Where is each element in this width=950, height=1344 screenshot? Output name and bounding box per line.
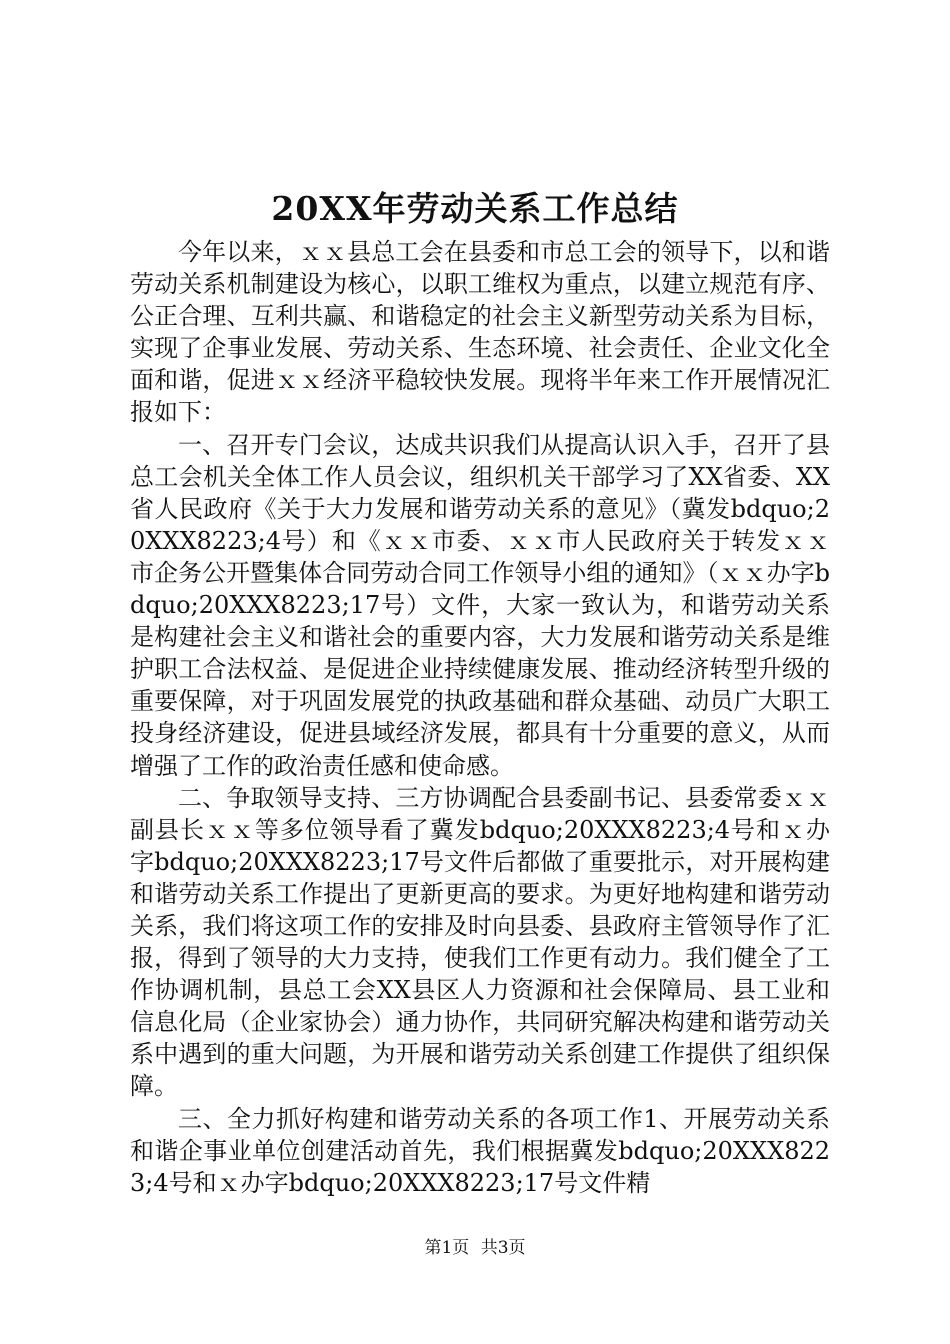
paragraph-section-1: 一、召开专门会议，达成共识我们从提高认识入手，召开了县总工会机关全体工作人员会议，组织机关干部学习了XX省委、XX省人民政府《关于大力发展和谐劳动关系的意见》（冀发bdquo;20XXX8223;4号）和《ｘｘ市委、ｘｘ市人民政府关于转发ｘｘ市企务公开暨集体合同劳动合同工作领导小组的通知》（ｘｘ办字bdquo;20XXX8223;17号）文件，大家一致认为，和谐劳动关系是构建社会主义和谐社会的重要内容，大力发展和谐劳动关系是维护职工合法权益、是促进企业持续健康发展、推动经济转型升级的重要保障，对于巩固发展党的执政基础和群众基础、动员广大职工投身经济建设，促进县域经济发展，都具有十分重要的意义，从而增强了工作的政治责任感和使命感。 [130,430,830,780]
page-total: 共3页 [480,1238,526,1258]
document-title: 20XX年劳动关系工作总结 [271,189,679,228]
document-body [130,236,830,1199]
page-footer [0,1236,950,1260]
paragraph-section-3: 三、全力抓好构建和谐劳动关系的各项工作1、开展劳动关系和谐企事业单位创建活动首先，我们根据冀发bdquo;20XXX8223;4号和ｘ办字bdquo;20XXX8223;17号文件精 [130,1104,830,1197]
paragraph-intro: 今年以来，ｘｘ县总工会在县委和市总工会的领导下，以和谐劳动关系机制建设为核心，以职工维权为重点，以建立规范有序、公正合理、互利共赢、和谐稳定的社会主义新型劳动关系为目标，实现了企事业发展、劳动关系、生态环境、社会责任、企业文化全面和谐，促进ｘｘ经济平稳较快发展。现将半年来工作开展情况汇报如下： [130,238,830,427]
page-number: 第1页 [424,1238,470,1258]
paragraph-section-2: 二、争取领导支持、三方协调配合县委副书记、县委常委ｘｘ副县长ｘｘ等多位领导看了冀发bdquo;20XXX8223;4号和ｘ办字bdquo;20XXX8223;17号文件后都做了重要批示，对开展构建和谐劳动关系工作提出了更新更高的要求。为更好地构建和谐劳动关系，我们将这项工作的安排及时向县委、县政府主管领导作了汇报，得到了领导的大力支持，使我们工作更有动力。我们健全了工作协调机制，县总工会XX县区人力资源和社会保障局、县工业和信息化局（企业家协会）通力协作，共同研究解决构建和谐劳动关系中遇到的重大问题，为开展和谐劳动关系创建工作提供了组织保障。 [130,783,830,1101]
